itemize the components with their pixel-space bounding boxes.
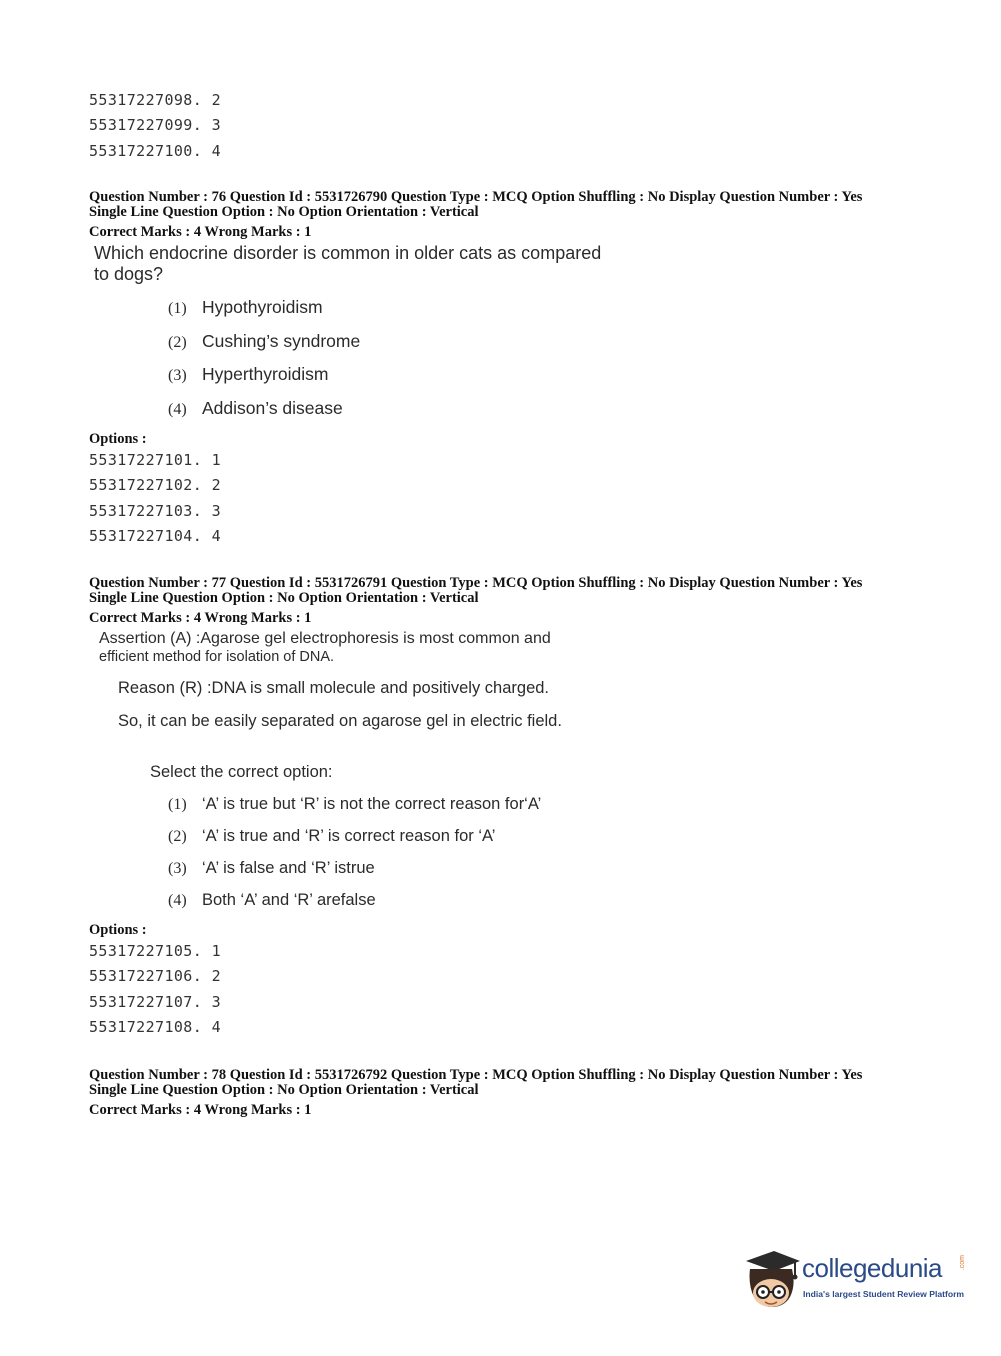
choice-text: Both ‘A’ and ‘R’ arefalse (202, 891, 376, 909)
q77-assertion-line2: efficient method for isolation of DNA. (99, 649, 335, 665)
choice-number: (3) (168, 367, 187, 384)
q77-select-prompt: Select the correct option: (150, 763, 333, 781)
q76-choice-2 (168, 331, 360, 352)
choice-text: ‘A’ is true and ‘R’ is correct reason for ‘A’ (202, 827, 496, 845)
option-code: 55317227098. 2 (89, 91, 222, 109)
collegedunia-logo (740, 1247, 970, 1317)
choice-text: Cushing’s syndrome (202, 331, 361, 351)
choice-number: (2) (168, 828, 187, 845)
q76-choice-3 (168, 364, 328, 385)
choice-text: Hyperthyroidism (202, 364, 329, 384)
q77-meta-line1: Question Number : 77 Question Id : 5531726791 Question Type : MCQ Option Shuffling : No Display Question Number : Yes (89, 575, 863, 591)
option-code: 55317227106. 2 (89, 967, 222, 986)
q78-marks: Correct Marks : 4 Wrong Marks : 1 (89, 1102, 312, 1118)
logo-tagline: India's largest Student Review Platform (803, 1289, 965, 1299)
q76-option-list (89, 448, 221, 549)
q77-choice-1 (168, 795, 541, 814)
choice-text: ‘A’ is true but ‘R’ is not the correct reason for‘A’ (202, 795, 542, 813)
choice-text: ‘A’ is false and ‘R’ istrue (202, 859, 375, 877)
q77-meta-line2: Single Line Question Option : No Option Orientation : Vertical (89, 590, 479, 606)
choice-text: Hypothyroidism (202, 297, 323, 317)
option-list-carryover (89, 88, 221, 164)
q76-choice-4 (168, 398, 343, 419)
q77-reason-line1: Reason (R) :DNA is small molecule and positively charged. (118, 679, 550, 697)
q76-question-line1: Which endocrine disorder is common in older cats as compared (94, 243, 602, 263)
option-code: 55317227099. 3 (89, 116, 222, 135)
q77-options-label: Options : (89, 922, 147, 938)
choice-number: (1) (168, 796, 187, 813)
q76-question-line2: to dogs? (94, 264, 164, 284)
q78-meta-line1: Question Number : 78 Question Id : 5531726792 Question Type : MCQ Option Shuffling : No Display Question Number : Yes (89, 1067, 863, 1083)
q77-choice-3 (168, 859, 375, 878)
q77-assertion-line1: Assertion (A) :Agarose gel electrophoresis is most common and (99, 630, 551, 647)
q76-marks: Correct Marks : 4 Wrong Marks : 1 (89, 224, 312, 240)
option-code: 55317227101. 1 (89, 451, 222, 469)
q77-choice-2 (168, 827, 495, 846)
mascot-icon (740, 1247, 802, 1317)
option-code: 55317227108. 4 (89, 1017, 222, 1036)
option-code: 55317227103. 3 (89, 501, 222, 520)
q76-meta-line1: Question Number : 76 Question Id : 5531726790 Question Type : MCQ Option Shuffling : No Display Question Number : Yes (89, 189, 863, 205)
option-code: 55317227102. 2 (89, 476, 222, 495)
q76-options-label: Options : (89, 431, 147, 447)
q77-choice-4 (168, 891, 376, 910)
option-code: 55317227105. 1 (89, 942, 222, 960)
option-code: 55317227104. 4 (89, 526, 222, 545)
option-code: 55317227107. 3 (89, 992, 222, 1011)
q76-meta-line2: Single Line Question Option : No Option Orientation : Vertical (89, 204, 479, 220)
choice-number: (4) (168, 892, 187, 909)
choice-text: Addison’s disease (202, 398, 343, 418)
q77-reason-line2: So, it can be easily separated on agarose gel in electric field. (118, 712, 562, 730)
choice-number: (3) (168, 860, 187, 877)
logo-com: .com (959, 1255, 966, 1271)
choice-number: (1) (168, 300, 187, 317)
q77-marks: Correct Marks : 4 Wrong Marks : 1 (89, 610, 312, 626)
choice-number: (4) (168, 401, 187, 418)
q76-choice-1 (168, 297, 323, 318)
q77-option-list (89, 939, 221, 1040)
choice-number: (2) (168, 334, 187, 351)
logo-wordmark: collegedunia (802, 1253, 943, 1283)
q78-meta-line2: Single Line Question Option : No Option Orientation : Vertical (89, 1082, 479, 1098)
option-code: 55317227100. 4 (89, 141, 222, 160)
